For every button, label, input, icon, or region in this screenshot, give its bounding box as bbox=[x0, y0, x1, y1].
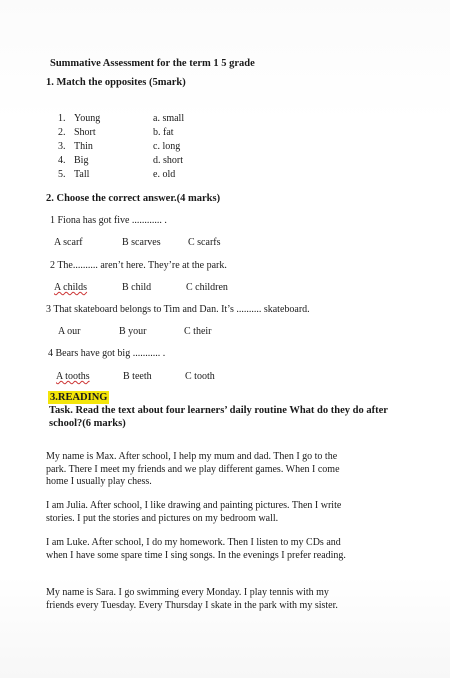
list-item: c. long bbox=[153, 141, 181, 152]
q3-option-b: B your bbox=[119, 326, 147, 337]
q1-option-c: C scarfs bbox=[188, 237, 221, 248]
list-item: 1. Young bbox=[58, 113, 101, 124]
question-3: 3 That skateboard belongs to Tim and Dan. It’s .......... skateboard. bbox=[46, 304, 310, 315]
q2-option-b: B child bbox=[122, 282, 152, 293]
q1-option-a: A scarf bbox=[54, 237, 83, 248]
question-1: 1 Fiona has got five ............ . bbox=[50, 215, 167, 226]
reading-paragraph-max: My name is Max. After school, I help my mum and dad. Then I go to the park. There I meet my friends and we play different games. When I come home I usually play chess. bbox=[46, 451, 340, 487]
q4-option-c: C tooth bbox=[185, 371, 215, 382]
section-1-heading: 1. Match the opposites (5mark) bbox=[46, 77, 186, 88]
reading-task: Task. Read the text about four learners’ daily routine What do they do after school?(6 marks) bbox=[49, 405, 388, 429]
section-2-heading: 2. Choose the correct answer.(4 marks) bbox=[46, 193, 221, 204]
q3-option-a: A our bbox=[58, 326, 81, 337]
reading-paragraph-luke: I am Luke. After school, I do my homework. Then I listen to my CDs and when I have some spare time I sing songs. In the evenings I prefer reading. bbox=[46, 537, 346, 561]
list-item: 4. Big bbox=[58, 155, 89, 166]
q4-option-b: B teeth bbox=[123, 371, 152, 382]
reading-section-label: 3.READING bbox=[50, 392, 108, 403]
q2-option-a: A childs bbox=[54, 282, 88, 293]
list-item: d. short bbox=[153, 155, 183, 166]
page-title: Summative Assessment for the term 1 5 grade bbox=[50, 58, 255, 69]
list-item: a. small bbox=[153, 113, 185, 124]
q2-option-c: C children bbox=[186, 282, 228, 293]
list-item: b. fat bbox=[153, 127, 174, 138]
list-item: 3. Thin bbox=[58, 141, 93, 152]
list-item: 5. Tall bbox=[58, 169, 90, 180]
q4-option-a: A tooths bbox=[56, 371, 90, 382]
list-item: 2. Short bbox=[58, 127, 96, 138]
opposites-right-list bbox=[153, 112, 184, 182]
question-4: 4 Bears have got big ........... . bbox=[48, 348, 166, 359]
reading-paragraph-sara: My name is Sara. I go swimming every Monday. I play tennis with my friends every Tuesday. Every Thursday I skate in the park with my sister. bbox=[46, 587, 338, 611]
opposites-left-list bbox=[58, 112, 100, 182]
reading-paragraph-julia: I am Julia. After school, I like drawing and painting pictures. Then I write stories. I put the stories and pictures on my bedroom wall. bbox=[46, 500, 342, 524]
list-item: e. old bbox=[153, 169, 176, 180]
q3-option-c: C their bbox=[184, 326, 212, 337]
q1-option-b: B scarves bbox=[122, 237, 161, 248]
question-2: 2 The.......... aren’t here. They’re at the park. bbox=[50, 260, 227, 271]
